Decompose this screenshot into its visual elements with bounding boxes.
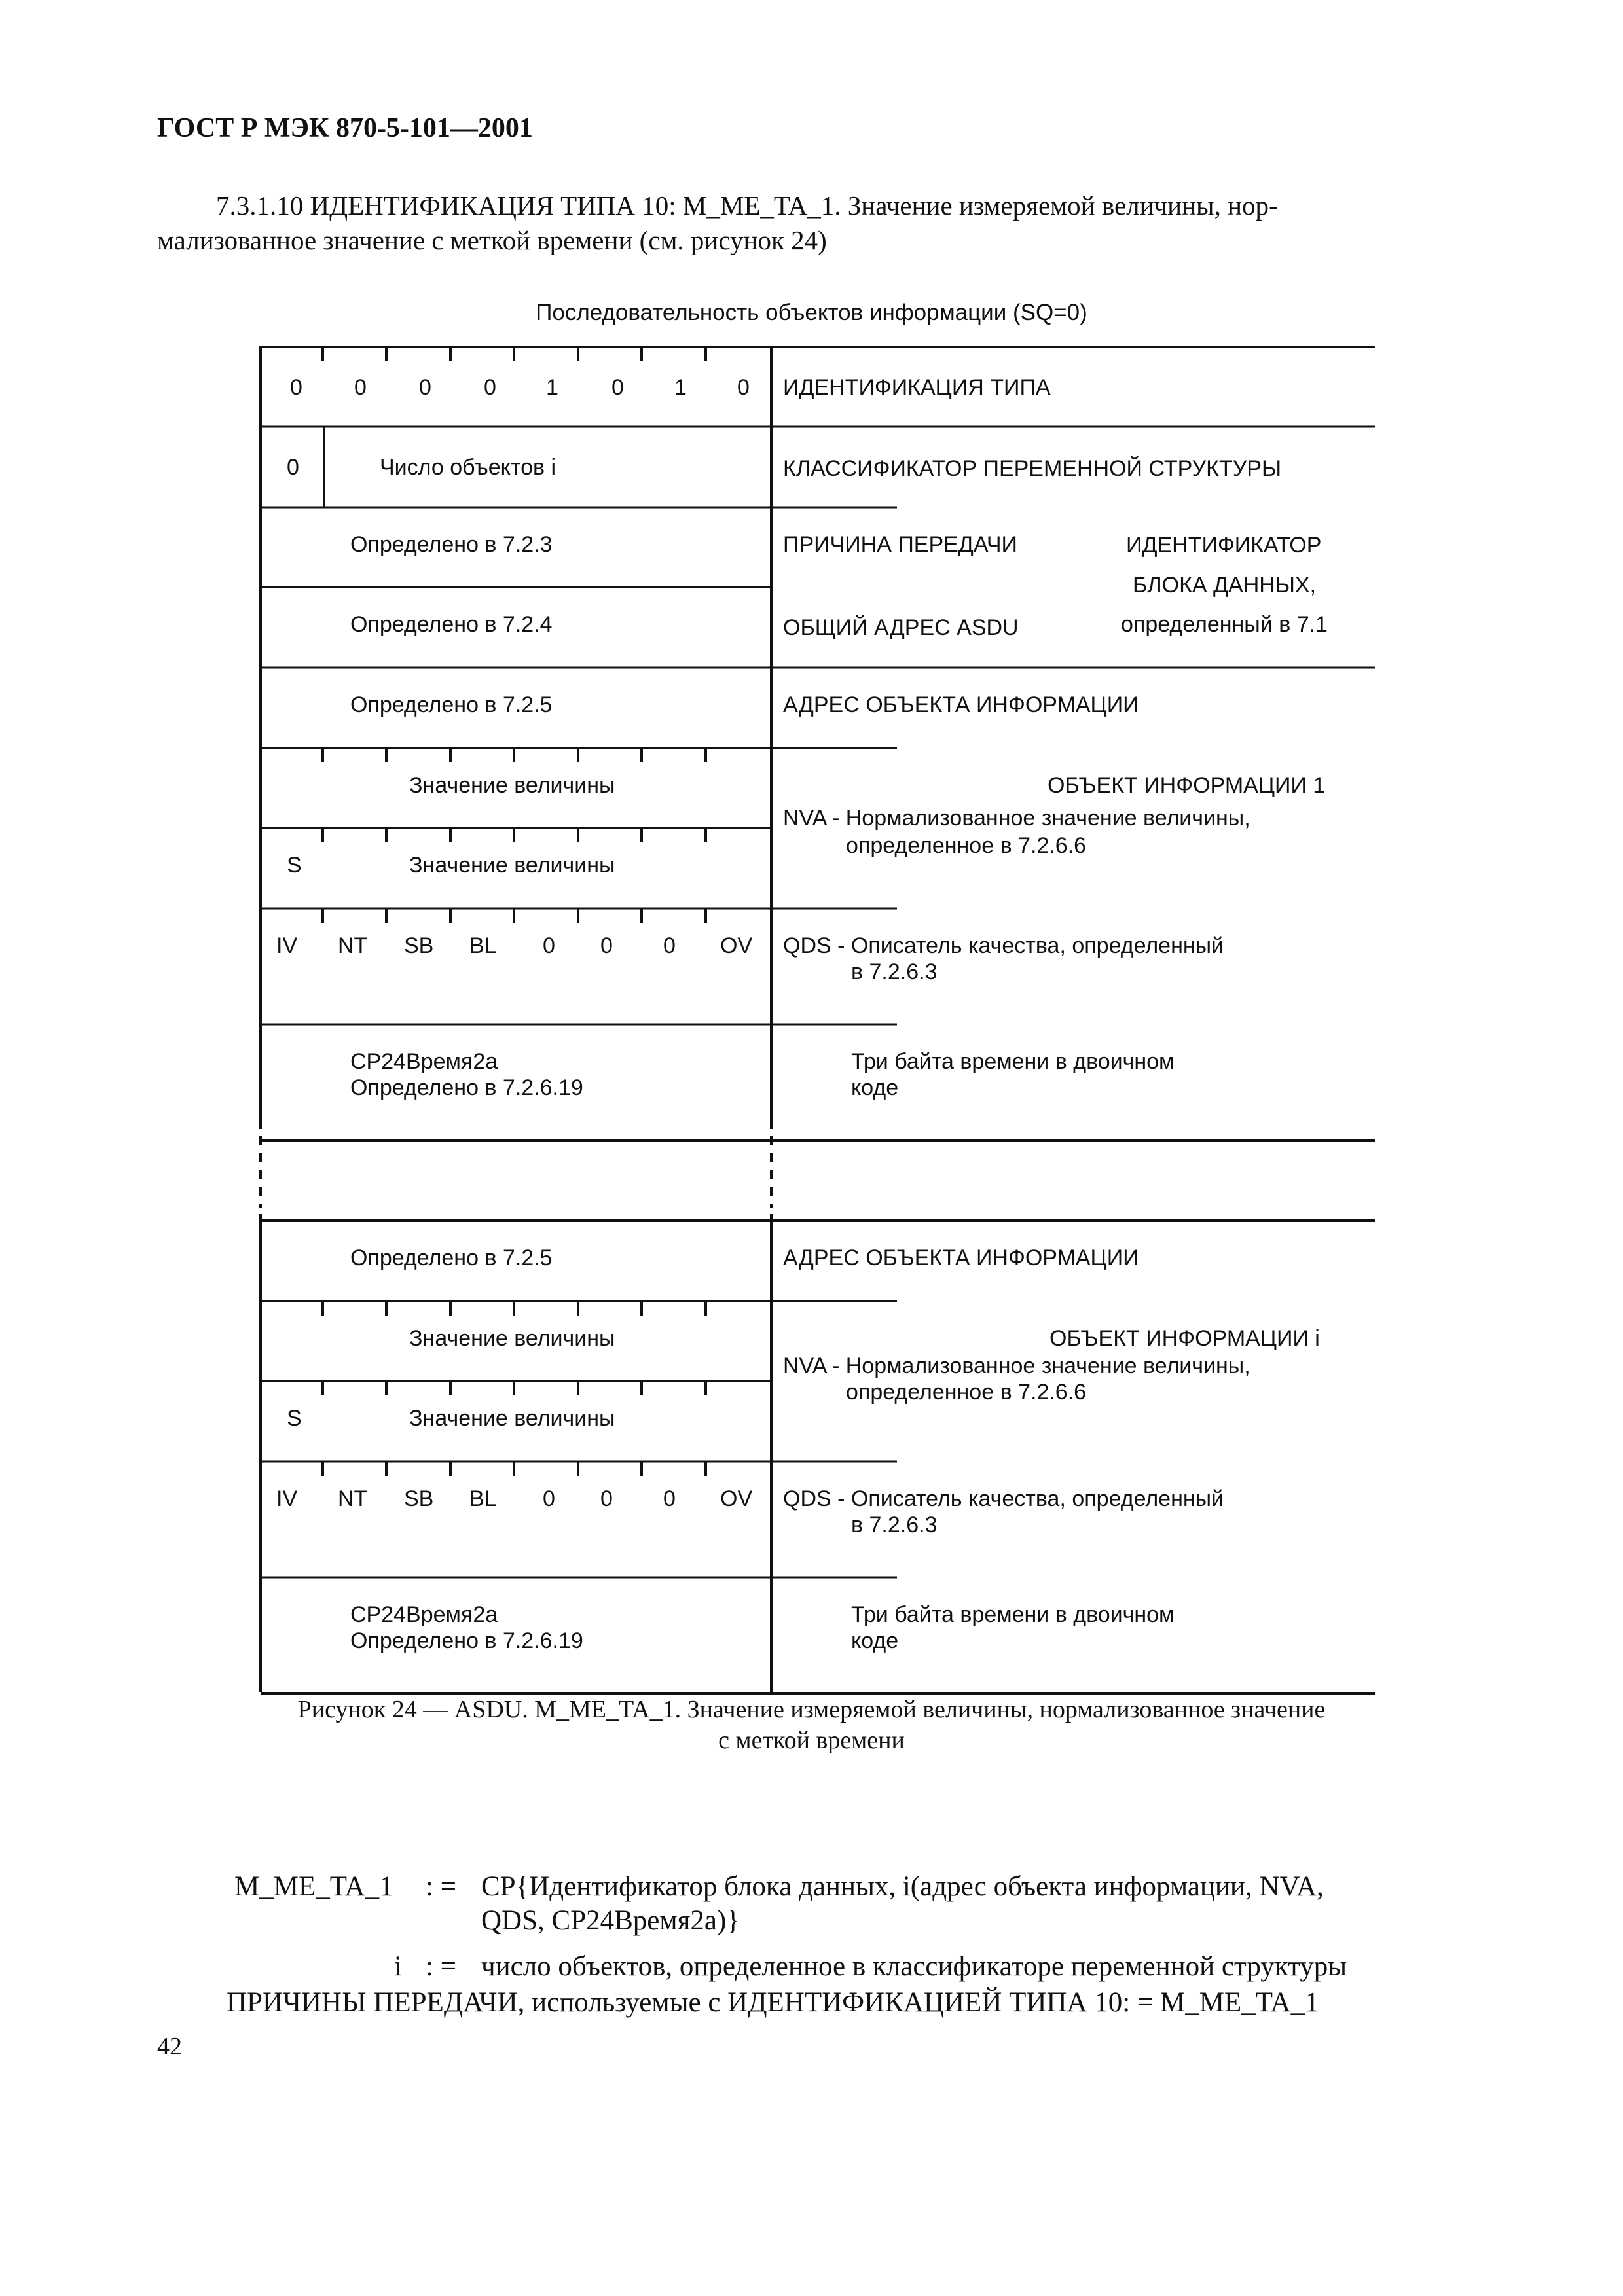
type-id-bit: 0 bbox=[737, 375, 750, 400]
nva-reference: определенное в 7.2.6.6 bbox=[846, 1380, 1087, 1405]
type-id-bit: 0 bbox=[354, 375, 367, 400]
information-object-1-title: ОБЪЕКТ ИНФОРМАЦИИ 1 bbox=[1048, 773, 1326, 798]
definition-line-2: QDS, CP24Время2а)} bbox=[481, 1905, 740, 1936]
type-id-bit: 0 bbox=[290, 375, 302, 400]
type-id-label: ИДЕНТИФИКАЦИЯ ТИПА bbox=[783, 375, 1051, 400]
qds-bit: SB bbox=[404, 1486, 434, 1511]
qds-bit: NT bbox=[338, 1486, 368, 1511]
qds-bit: OV bbox=[720, 1486, 753, 1511]
qds-bit: SB bbox=[404, 933, 434, 958]
qds-bit: 0 bbox=[663, 933, 676, 958]
ioa-text: Определено в 7.2.5 bbox=[350, 1246, 553, 1270]
cp24-time-reference: Определено в 7.2.6.19 bbox=[350, 1075, 583, 1100]
qds-reference: в 7.2.6.3 bbox=[851, 1513, 938, 1537]
cause-of-transmission-line: ПРИЧИНЫ ПЕРЕДАЧИ, используемые с ИДЕНТИФИКАЦИЕЙ ТИПА 10: = M_ME_TA_1 bbox=[227, 1987, 1319, 2018]
sign-bit: S bbox=[287, 853, 302, 878]
cp24-time-label: CP24Время2а bbox=[350, 1602, 498, 1627]
definition-operator: : = bbox=[426, 1871, 456, 1902]
value-high-octet: Значение величины bbox=[409, 1406, 615, 1431]
asdu-address-text: Определено в 7.2.4 bbox=[350, 612, 553, 637]
qds-bit: 0 bbox=[543, 1486, 555, 1511]
qds-bit: NT bbox=[338, 933, 368, 958]
asdu-address-label: ОБЩИЙ АДРЕС ASDU bbox=[783, 615, 1019, 640]
definition-i-term: i bbox=[394, 1951, 402, 1982]
ioa-text: Определено в 7.2.5 bbox=[350, 692, 553, 717]
vsq-label: КЛАССИФИКАТОР ПЕРЕМЕННОЙ СТРУКТУРЫ bbox=[783, 456, 1282, 481]
qds-description: QDS - Описатель качества, определенный bbox=[783, 1486, 1224, 1511]
qds-bit: BL bbox=[469, 933, 497, 958]
figure-caption: Рисунок 24 — ASDU. M_ME_TA_1. Значение измеряемой величины, нормализованное значение bbox=[297, 1696, 1326, 1723]
qds-bit: 0 bbox=[543, 933, 555, 958]
definition-term: M_ME_TA_1 bbox=[234, 1871, 393, 1902]
page-number: 42 bbox=[157, 2033, 182, 2060]
definition-i-text: число объектов, определенное в классификаторе переменной структуры bbox=[481, 1951, 1347, 1982]
information-object-i-title: ОБЪЕКТ ИНФОРМАЦИИ i bbox=[1049, 1326, 1320, 1351]
data-unit-identifier-line-1: ИДЕНТИФИКАТОР bbox=[1126, 533, 1322, 558]
sign-bit: S bbox=[287, 1406, 302, 1431]
time-description: Три байта времени в двоичном bbox=[851, 1049, 1175, 1074]
cot-text: Определено в 7.2.3 bbox=[350, 532, 553, 557]
value-low-octet: Значение величины bbox=[409, 1326, 615, 1351]
document-header: ГОСТ Р МЭК 870-5-101—2001 bbox=[157, 113, 533, 143]
section-heading-line-2: мализованное значение с меткой времени (см. рисунок 24) bbox=[157, 225, 827, 255]
qds-bit: OV bbox=[720, 933, 753, 958]
vsq-object-count: Число объектов i bbox=[380, 455, 556, 480]
data-unit-identifier-line-3: определенный в 7.1 bbox=[1121, 612, 1328, 637]
type-id-bit: 0 bbox=[484, 375, 496, 400]
cot-label: ПРИЧИНА ПЕРЕДАЧИ bbox=[783, 532, 1017, 557]
qds-bit: 0 bbox=[600, 933, 613, 958]
vsq-sq-bit: 0 bbox=[287, 455, 299, 480]
type-id-bit: 1 bbox=[674, 375, 687, 400]
qds-bit: IV bbox=[276, 933, 298, 958]
nva-description: NVA - Нормализованное значение величины, bbox=[783, 806, 1250, 831]
qds-bit: BL bbox=[469, 1486, 497, 1511]
figure-subtitle: Последовательность объектов информации (SQ=0) bbox=[536, 300, 1087, 325]
cp24-time-reference: Определено в 7.2.6.19 bbox=[350, 1628, 583, 1653]
type-id-bit: 0 bbox=[419, 375, 431, 400]
data-unit-identifier-line-2: БЛОКА ДАННЫХ, bbox=[1133, 573, 1317, 598]
nva-reference: определенное в 7.2.6.6 bbox=[846, 833, 1087, 858]
definition-i-operator: : = bbox=[426, 1951, 456, 1982]
qds-bit: 0 bbox=[663, 1486, 676, 1511]
section-heading-line-1: 7.3.1.10 ИДЕНТИФИКАЦИЯ ТИПА 10: M_ME_TA_1. Значение измеряемой величины, нор- bbox=[216, 190, 1278, 221]
ioa-label: АДРЕС ОБЪЕКТА ИНФОРМАЦИИ bbox=[783, 1246, 1139, 1270]
time-description: Три байта времени в двоичном bbox=[851, 1602, 1175, 1627]
value-low-octet: Значение величины bbox=[409, 773, 615, 798]
type-id-bit: 1 bbox=[546, 375, 558, 400]
qds-bit: IV bbox=[276, 1486, 298, 1511]
value-high-octet: Значение величины bbox=[409, 853, 615, 878]
definition-line-1: CP{Идентификатор блока данных, i(адрес объекта информации, NVA, bbox=[481, 1871, 1324, 1902]
figure-caption-cont: с меткой времени bbox=[718, 1727, 905, 1754]
qds-description: QDS - Описатель качества, определенный bbox=[783, 933, 1224, 958]
ioa-label: АДРЕС ОБЪЕКТА ИНФОРМАЦИИ bbox=[783, 692, 1139, 717]
qds-bit: 0 bbox=[600, 1486, 613, 1511]
nva-description: NVA - Нормализованное значение величины, bbox=[783, 1354, 1250, 1378]
qds-reference: в 7.2.6.3 bbox=[851, 960, 938, 984]
type-id-bit: 0 bbox=[611, 375, 624, 400]
cp24-time-label: CP24Время2а bbox=[350, 1049, 498, 1074]
time-description-cont: коде bbox=[851, 1628, 899, 1653]
time-description-cont: коде bbox=[851, 1075, 899, 1100]
